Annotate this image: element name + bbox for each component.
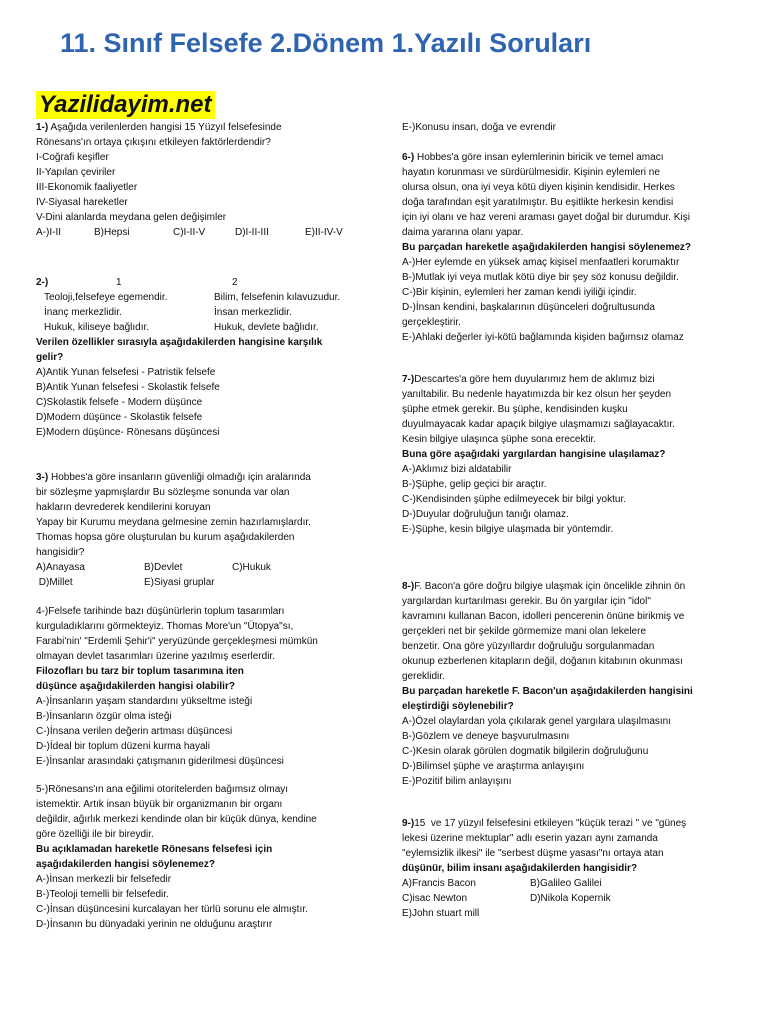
question-number: 5-): [36, 784, 49, 795]
option: E)Modern düşünce- Rönesans düşüncesi: [36, 427, 220, 438]
question-prompt: eleştirdiği söylenebilir?: [402, 701, 514, 712]
table-cell: Hukuk, devlete bağlıdır.: [214, 322, 319, 333]
option: A-)İnsanların yaşam standardını yükseltme isteği: [36, 696, 253, 707]
option: D)Modern düşünce - Skolastik felsefe: [36, 412, 203, 423]
question-4: [36, 604, 371, 769]
question-stem: yanıltabilir. Bu nedenle hayatımızda bir kez olsun her şeyden: [402, 389, 672, 400]
options-row: [402, 876, 744, 891]
option: B-)Teoloji temelli bir felsefedir.: [36, 889, 169, 900]
question-5-continued: [402, 120, 744, 135]
options-row: [402, 891, 744, 906]
question-stem: Kesin bilgiye ulaşınca şüphe sona erecektir.: [402, 434, 597, 445]
option: B)Antik Yunan felsefesi - Skolastik felsefe: [36, 382, 220, 393]
option: D-)Bilimsel şüphe ve araştırma anlayışını: [402, 761, 585, 772]
question-stem: F. Bacon'a göre doğru bilgiye ulaşmak için öncelikle zihnin ön: [414, 581, 686, 592]
question-3: [36, 470, 371, 590]
question-8: [402, 579, 744, 789]
question-stem: Descartes'a göre hem duyularımız hem de aklımız bizi: [414, 374, 655, 385]
option: B-)Şüphe, gelip geçici bir araçtır.: [402, 479, 547, 490]
column-header: 1: [116, 277, 122, 288]
option: E-)Konusu insan, doğa ve evrendir: [402, 122, 556, 133]
option: E-)Şüphe, kesin bilgiye ulaşmada bir yöntemdir.: [402, 524, 614, 535]
option: D-)İnsanın bu dünyadaki yerinin ne olduğunu araştırır: [36, 919, 273, 930]
question-stem: değildir, ağırlık merkezi kendinde olan bir küçük dünya, kendine: [36, 814, 317, 825]
table-cell: Hukuk, kiliseye bağlıdır.: [44, 322, 150, 333]
question-prompt: Bu parçadan hareketle F. Bacon'un aşağıdakilerden hangisini: [402, 686, 693, 697]
question-prompt: Verilen özellikler sırasıyla aşağıdakilerden hangisine karşılık: [36, 337, 323, 348]
question-prompt: Bu açıklamadan hareketle Rönesans felsefesi için: [36, 844, 273, 855]
option: A)Antik Yunan felsefesi - Patristik felsefe: [36, 367, 216, 378]
question-stem: bir sözleşme yapmışlardır Bu sözleşme sonunda var olan: [36, 487, 290, 498]
question-prompt: düşünce aşağıdakilerden hangisi olabilir?: [36, 681, 235, 692]
question-stem: Thomas hopsa göre oluşturulan bu kurum aşağıdakilerden: [36, 532, 295, 543]
option: E)Siyasi gruplar: [144, 577, 215, 588]
option: A-)I-II: [36, 227, 61, 238]
question-stem: lekesi üzerine mektuplar" adlı eserin yazarı aynı zamanda: [402, 833, 658, 844]
question-7: [402, 372, 744, 537]
question-prompt: düşünür, bilim insanı aşağıdakilerden hangisidir?: [402, 863, 638, 874]
question-prompt: Buna göre aşağıdaki yargılardan hangisine ulaşılamaz?: [402, 449, 666, 460]
question-stem: gerçekleri net bir şekilde görmemize mani olan lekelere: [402, 626, 646, 637]
option: E-)Ahlaki değerler iyi-kötü bağlamında kişiden bağımsız olamaz: [402, 332, 684, 343]
table-cell: Teoloji,felsefeye egemendir.: [44, 292, 168, 303]
option: B)Devlet: [144, 562, 183, 573]
option: B)Hepsi: [94, 227, 130, 238]
question-stem: Farabi'nin' "Erdemli Şehir'i" yeryüzünde gerçekleşmesi mümkün: [36, 636, 318, 647]
list-item: III-Ekonomik faaliyetler: [36, 182, 138, 193]
question-number: 8-): [402, 581, 415, 592]
question-stem: Rönesans'ın ortaya çıkışını etkileyen faktörlerdendir?: [36, 137, 271, 148]
list-item: IV-Siyasal hareketler: [36, 197, 128, 208]
option: E)John stuart mill: [402, 908, 480, 919]
comparison-table: [36, 290, 371, 335]
question-stem: hangisidir?: [36, 547, 85, 558]
question-2: [36, 275, 371, 440]
option: A-)Aklımız bizi aldatabilir: [402, 464, 512, 475]
question-number: 7-): [402, 374, 415, 385]
list-item: II-Yapılan çeviriler: [36, 167, 116, 178]
question-stem: olursa olsun, ona iyi veya kötü diyen kişinin kendisidir. Herkes: [402, 182, 675, 193]
question-stem: Yapay bir Kurumu meydana gelmesine zemin hazırlamışlardır.: [36, 517, 311, 528]
question-number: 9-): [402, 818, 415, 829]
list-item: I-Coğrafi keşifler: [36, 152, 109, 163]
question-stem: hayatın korunması ve sürdürülmesidir. Kişinin eylemleri ne: [402, 167, 660, 178]
option: A-)Her eylemde en yüksek amaç kişisel menfaatleri korumaktır: [402, 257, 680, 268]
question-stem: doğa tarafından eşit yaratılmıştır. Bu eşitlikte herkesin kendisi: [402, 197, 674, 208]
option: D)Nikola Kopernik: [530, 893, 611, 904]
option: C)Skolastik felsefe - Modern düşünce: [36, 397, 203, 408]
question-prompt: gelir?: [36, 352, 64, 363]
question-5: [36, 782, 371, 932]
option: C)isac Newton: [402, 893, 468, 904]
question-stem: Hobbes'a göre insanların güvenliği olmadığı için aralarında: [51, 472, 311, 483]
option: B)Galileo Galilei: [530, 878, 602, 889]
option: D-)Duyular doğruluğun tanığı olamaz.: [402, 509, 569, 520]
option: A-)Özel olaylardan yola çıkılarak genel yargılara ulaşılmasını: [402, 716, 672, 727]
question-stem: Felsefe tarihinde bazı düşünürlerin toplum tasarımları: [48, 606, 285, 617]
question-9: [402, 816, 744, 921]
option: C-)İnsana verilen değerin artması düşüncesi: [36, 726, 233, 737]
question-stem: benzetir. Ona göre yüzyıllardır doğruluğu sorgulanmadan: [402, 641, 655, 652]
column-header: 2: [232, 277, 238, 288]
question-number: 1-): [36, 122, 49, 133]
question-stem: olmayan devlet tasarımları üzerine yazılmış eserlerdir.: [36, 651, 275, 662]
question-stem: daima yararına olanı yapar.: [402, 227, 524, 238]
question-stem: yargılardan kurtarılması gerekir. Bu ön yargılar için "idol": [402, 596, 651, 607]
option: E)II-IV-V: [305, 227, 343, 238]
table-header: [36, 275, 371, 290]
question-number: 4-): [36, 606, 49, 617]
question-1: [36, 120, 371, 240]
option: C-)Bir kişinin, eylemleri her zaman kendi iyiliği içindir.: [402, 287, 637, 298]
option: A)Francis Bacon: [402, 878, 476, 889]
options-row: [36, 560, 371, 575]
question-stem: "eylemsizlik ilkesi" ile "serbest düşme yasası"nı ortaya atan: [402, 848, 664, 859]
option: C-)İnsan düşüncesini kurcalayan her türlü sorunu ele almıştır.: [36, 904, 308, 915]
option: B-)Gözlem ve deneye başvurulmasını: [402, 731, 570, 742]
options-row: [36, 575, 371, 590]
page-title: 11. Sınıf Felsefe 2.Dönem 1.Yazılı Soruları: [60, 28, 592, 58]
question-stem: kavramını kullanan Bacon, idolleri pencerenin önüne birikmiş ve: [402, 611, 685, 622]
question-stem: duyulmayacak kadar apaçık bilgiye ulaşmamızı sağlayacaktır.: [402, 419, 675, 430]
brand-logo: Yazilidayim.net: [36, 91, 215, 119]
option: E-)İnsanlar arasındaki çatışmanın giderilmesi düşüncesi: [36, 756, 284, 767]
option: B-)İnsanların özgür olma isteği: [36, 711, 172, 722]
option: D)I-II-III: [235, 227, 269, 238]
option: C)Hukuk: [232, 562, 271, 573]
question-stem: kurguladıklarını görmekteyiz. Thomas More'un "Ütopya"sı,: [36, 621, 294, 632]
option: A-)İnsan merkezli bir felsefedir: [36, 874, 172, 885]
question-stem: Hobbes'a göre insan eylemlerinin biricik ve temel amacı: [417, 152, 664, 163]
option: D-)İnsan kendini, başkalarının düşünceleri doğrultusunda: [402, 302, 655, 313]
question-prompt: Bu parçadan hareketle aşağıdakilerden hangisi söylenemez?: [402, 242, 691, 253]
question-stem: Rönesans'ın ana eğilimi otoritelerden bağımsız olmayı: [48, 784, 289, 795]
option: gerçekleştirir.: [402, 317, 461, 328]
question-stem: için iyi olanı ve haz vereni araması gayet doğal bir durumdur. Kişi: [402, 212, 690, 223]
question-number: 3-): [36, 472, 49, 483]
question-stem: hakların devrederek kendilerini koruyan: [36, 502, 211, 513]
option: D-)İdeal bir toplum düzeni kurma hayali: [36, 741, 210, 752]
question-stem: göre özelliği ile bir bireydir.: [36, 829, 154, 840]
list-item: V-Dini alanlarda meydana gelen değişimler: [36, 212, 227, 223]
table-cell: İnsan merkezlidir.: [214, 307, 292, 318]
option: D)Millet: [36, 577, 73, 588]
question-stem: 15 ve 17 yüzyıl felsefesini etkileyen "küçük terazi " ve "güneş: [414, 818, 687, 829]
option: C-)Kendisinden şüphe edilmeyecek bir bilgi yoktur.: [402, 494, 627, 505]
question-stem: istemektir. Artık insan büyük bir organizmanın bir organı: [36, 799, 283, 810]
question-prompt: Filozofları bu tarz bir toplum tasarımına iten: [36, 666, 244, 677]
option: C)I-II-V: [173, 227, 206, 238]
question-number: 6-): [402, 152, 415, 163]
question-prompt: aşağıdakilerden hangisi söylenemez?: [36, 859, 215, 870]
table-cell: İnanç merkezlidir.: [44, 307, 122, 318]
option: B-)Mutlak iyi veya mutlak kötü diye bir şey söz konusu değildir.: [402, 272, 679, 283]
question-stem: Aşağıda verilenlerden hangisi 15 Yüzyıl felsefesinde: [50, 122, 282, 133]
question-stem: okunup ezberlenen kitapların değil, doğanın kitabının okunması: [402, 656, 683, 667]
option: E-)Pozitif bilim anlayışını: [402, 776, 512, 787]
option: C-)Kesin olarak görülen dogmatik bilgilerin doğruluğunu: [402, 746, 649, 757]
table-cell: Bilim, felsefenin kılavuzudur.: [214, 292, 341, 303]
question-stem: gereklidir.: [402, 671, 445, 682]
question-6: [402, 150, 744, 345]
question-number: 2-): [36, 277, 49, 288]
option: A)Anayasa: [36, 562, 85, 573]
question-stem: şüphe etmek gerekir. Bu şüphe, kendisinden kuşku: [402, 404, 628, 415]
options-row: [36, 225, 371, 240]
